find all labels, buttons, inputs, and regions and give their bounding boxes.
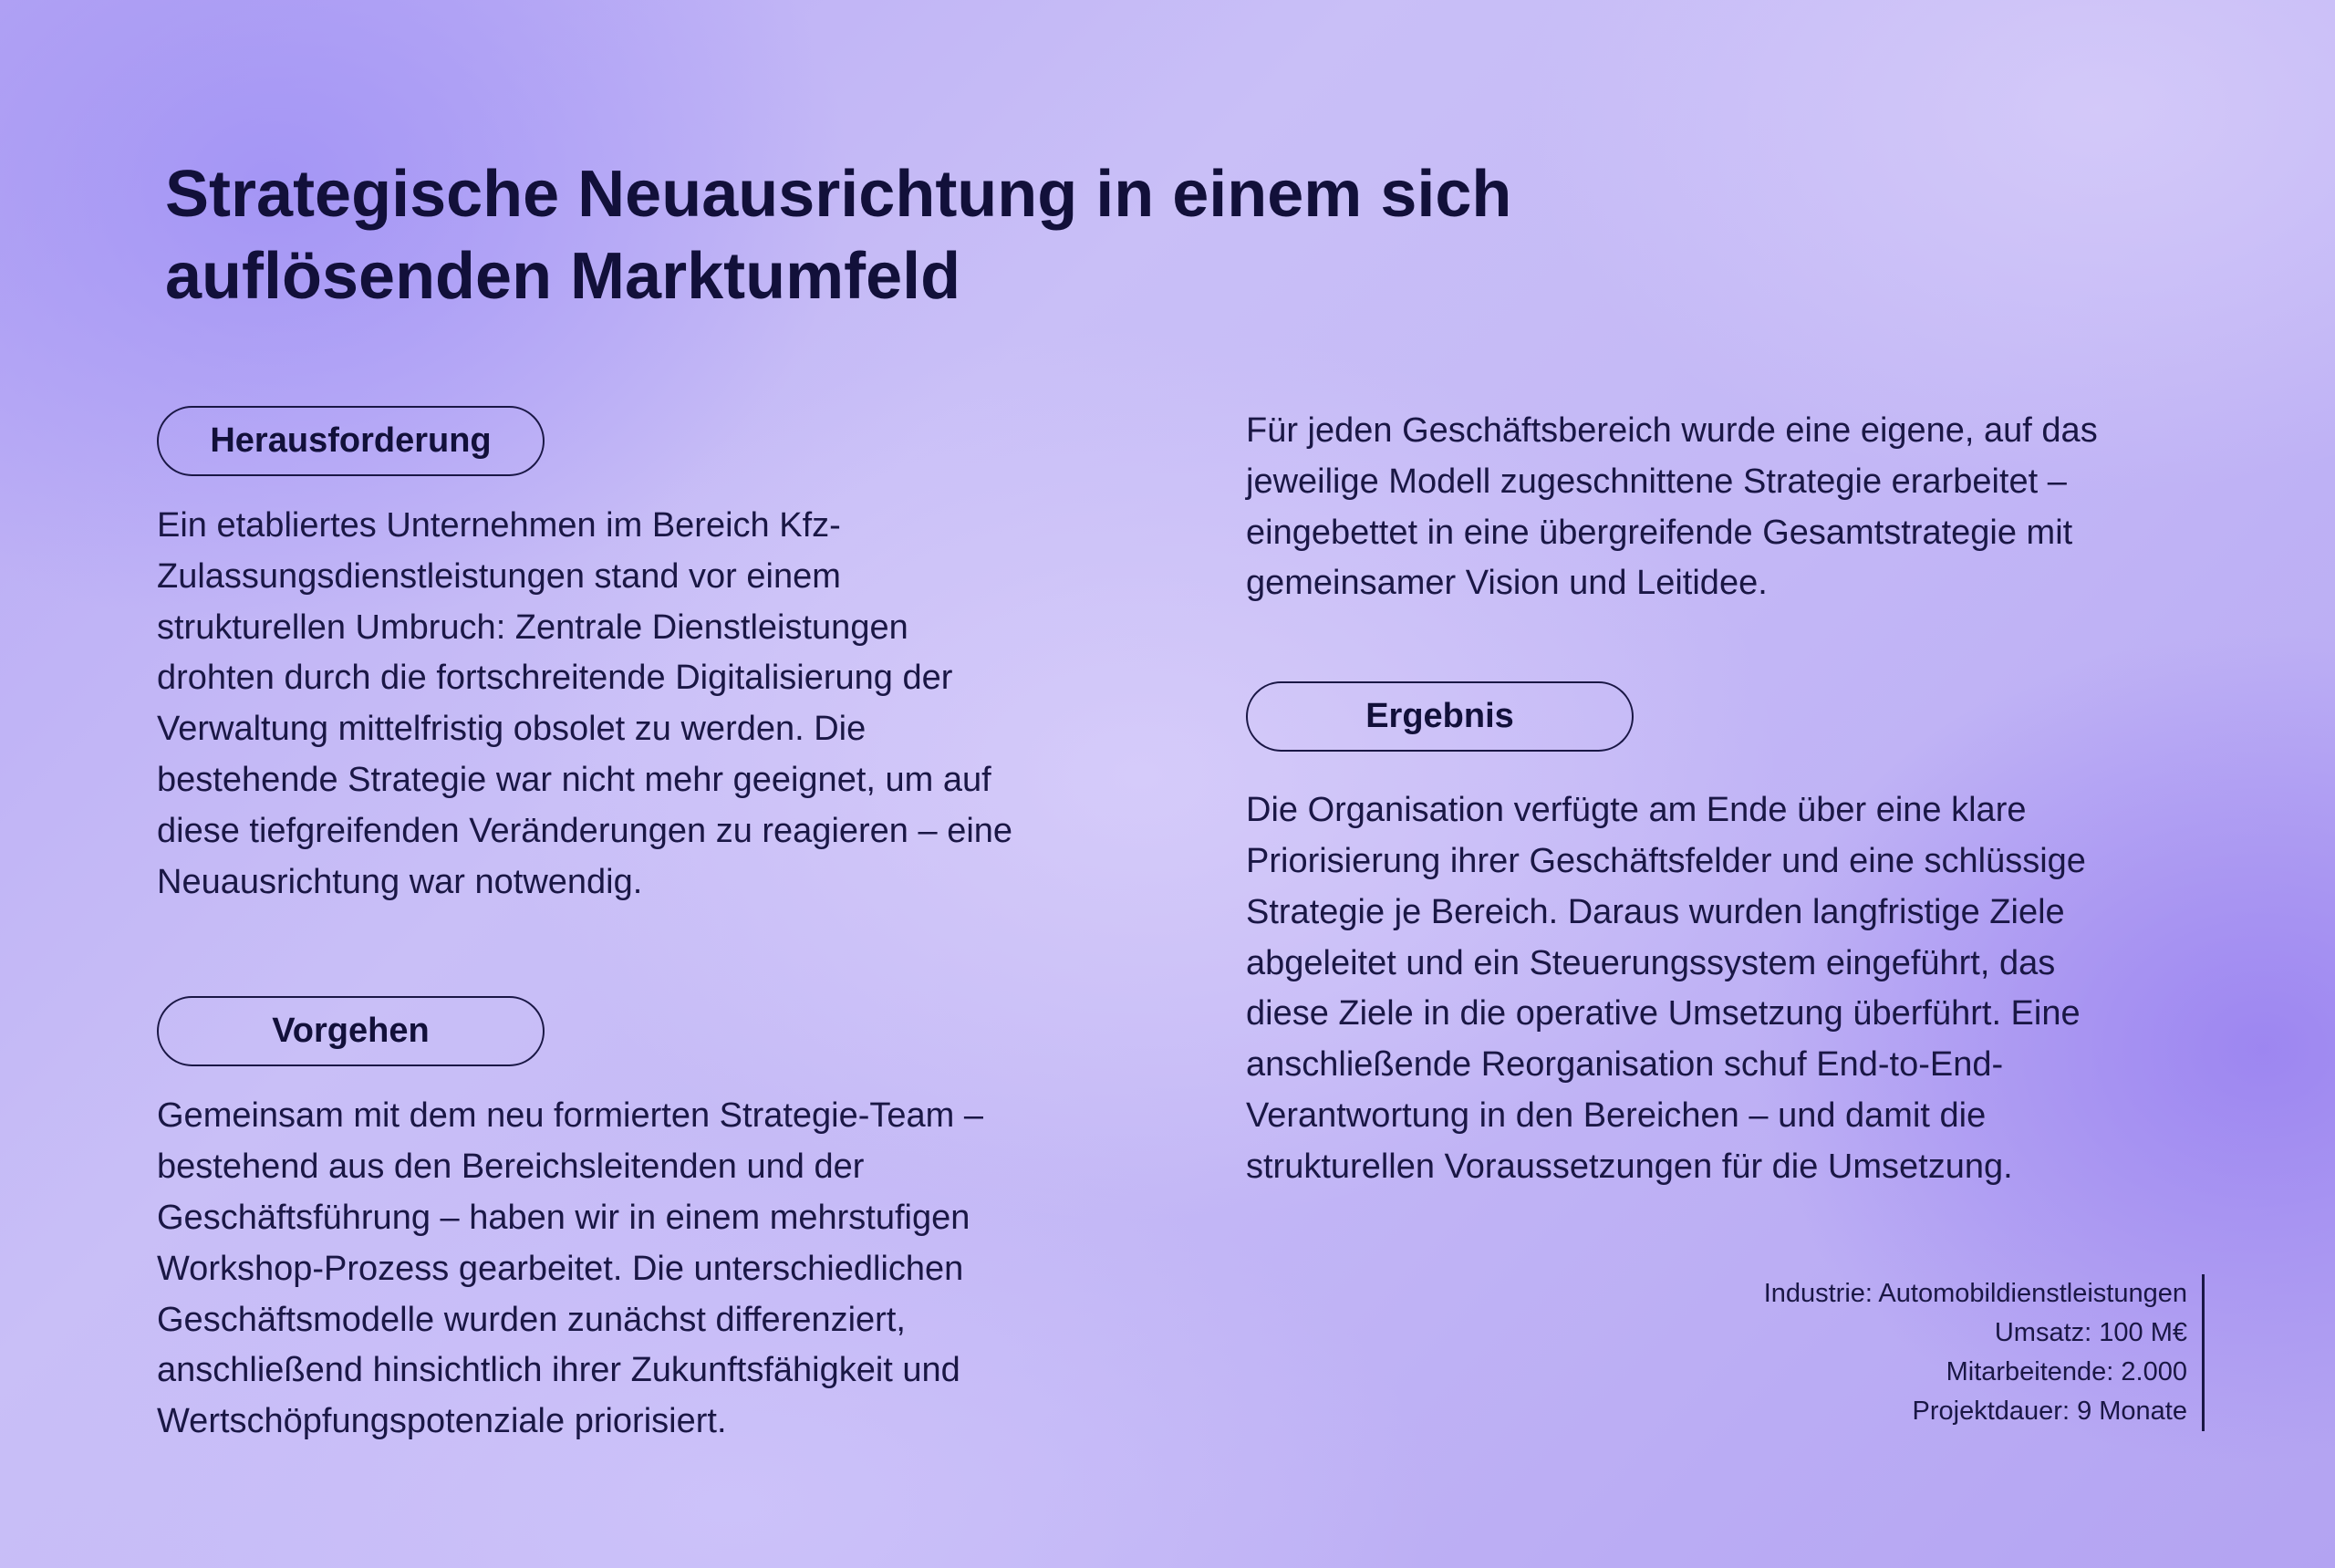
left-column [157, 406, 1142, 1448]
page-title: Strategische Neuausrichtung in einem sich auflösenden Marktumfeld [165, 158, 1512, 313]
right-column [1246, 406, 2231, 1193]
herausforderung-text: Ein etabliertes Unternehmen im Bereich Kfz- Zulassungsdienstleistungen stand vor einem strukturellen Umbruch: Zentrale Dienstleistungen drohten durch die fortschreitende Digitalisierung der Verwaltung mittelfristig obsolet zu werden. Die bestehende Strategie war nicht mehr geeignet, um auf diese tiefgreifenden Veränderungen zu reagieren – eine Neuausrichtung war notwendig. [157, 506, 1013, 901]
ergebnis-text: Die Organisation verfügte am Ende über eine klare Priorisierung ihrer Geschäftsfelder und eine schlüssige Strategie je Bereich. Daraus wurden langfristige Ziele abgeleitet und ein Steuerungssystem eingeführt, das diese Ziele in die operative Umsetzung überführt. Eine anschließende Reorganisation schuf End-to-End- Verantwortung in den Bereichen – und damit die strukturellen Voraussetzungen für die Umsetzung. [1246, 791, 2086, 1186]
vorgehen-label: Vorgehen [157, 996, 545, 1066]
herausforderung-label: Herausforderung [157, 406, 545, 476]
vorgehen-text: Gemeinsam mit dem neu formierten Strategie-Team – bestehend aus den Bereichsleitenden und der Geschäftsführung – haben wir in einem mehrstufigen Workshop-Prozess gearbeitet. Die unterschiedlichen Geschäftsmodelle wurden zunächst differenziert, anschließend hinsichtlich ihrer Zukunftsfähigkeit und Wertschöpfungspotenziale priorisiert. [157, 1096, 984, 1441]
ergebnis-label: Ergebnis [1246, 681, 1634, 752]
fact-mitarbeitende: Mitarbeitende: 2.000 [1946, 1357, 2187, 1386]
project-facts [1764, 1274, 2205, 1431]
fact-industrie: Industrie: Automobildienstleistungen [1763, 1279, 2187, 1308]
fact-projektdauer: Projektdauer: 9 Monate [1912, 1397, 2187, 1426]
fact-umsatz: Umsatz: 100 M€ [1994, 1318, 2187, 1347]
strategie-text: Für jeden Geschäftsbereich wurde eine eigene, auf das jeweilige Modell zugeschnittene Strategie erarbeitet – eingebettet in eine übergreifende Gesamtstrategie mit gemeinsamer Vision und Leitidee. [1246, 411, 2098, 603]
